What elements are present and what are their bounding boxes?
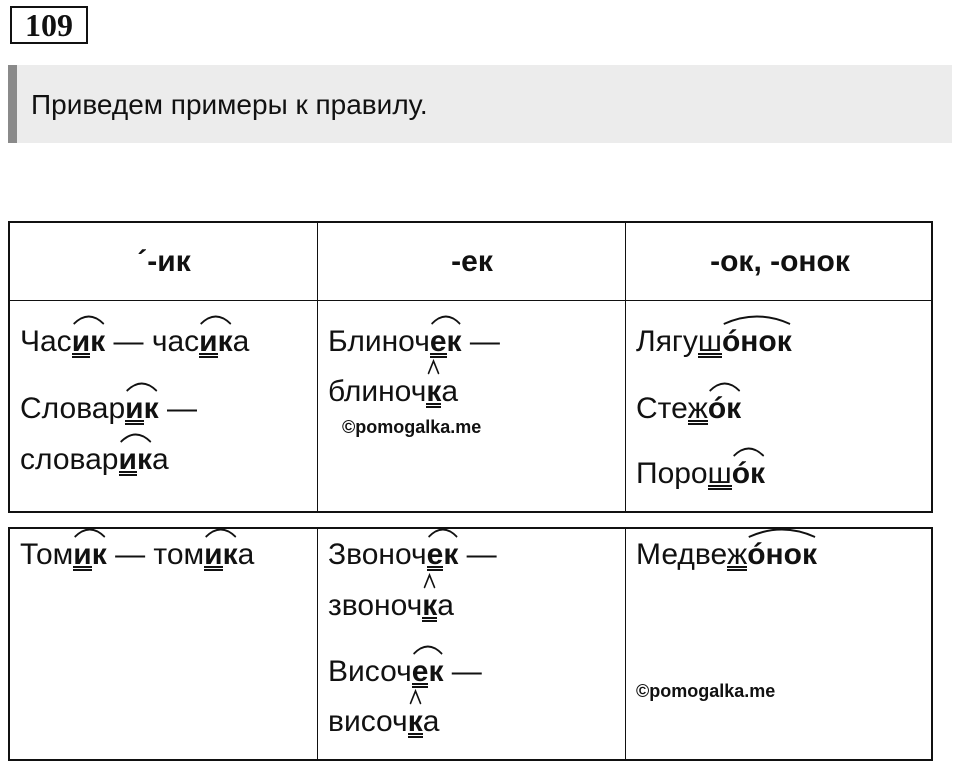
intro-text: Приведем примеры к правилу. xyxy=(31,89,428,120)
word-medvezhonok: Медвеж óнок xyxy=(636,538,817,572)
word-slovarik: Словар ик — xyxy=(20,392,197,426)
header-ik: ´-ик xyxy=(137,245,191,278)
watermark-1: ©pomogalka.me xyxy=(342,417,482,437)
word-chasik: Час ик — час ика xyxy=(20,325,249,359)
word-zvonochek: Звоноч ек — xyxy=(328,538,497,572)
banner-accent-bar xyxy=(8,65,17,143)
header-ek: -ек xyxy=(451,245,493,278)
word-tomik: Том ик — том ика xyxy=(20,538,254,572)
word-visochek: Височ ек — xyxy=(328,655,482,689)
word-poroshok: Порош óк xyxy=(636,457,765,491)
word-lyagushonok: Лягуш óнок xyxy=(636,325,792,359)
word-blinochka: блиноч ка xyxy=(328,375,458,409)
word-stezhok: Стеж óк xyxy=(636,392,741,426)
word-zvonochka: звоноч ка xyxy=(328,589,454,623)
watermark-2: ©pomogalka.me xyxy=(636,681,776,701)
word-visochka: височ ка xyxy=(328,705,439,739)
task-number: 109 xyxy=(10,6,88,44)
word-blinochek: Блиноч ек — xyxy=(328,325,500,359)
intro-banner xyxy=(8,65,952,143)
header-ok-onok: -ок, -онок xyxy=(710,245,850,278)
word-slovarika: словар ика xyxy=(20,443,169,477)
